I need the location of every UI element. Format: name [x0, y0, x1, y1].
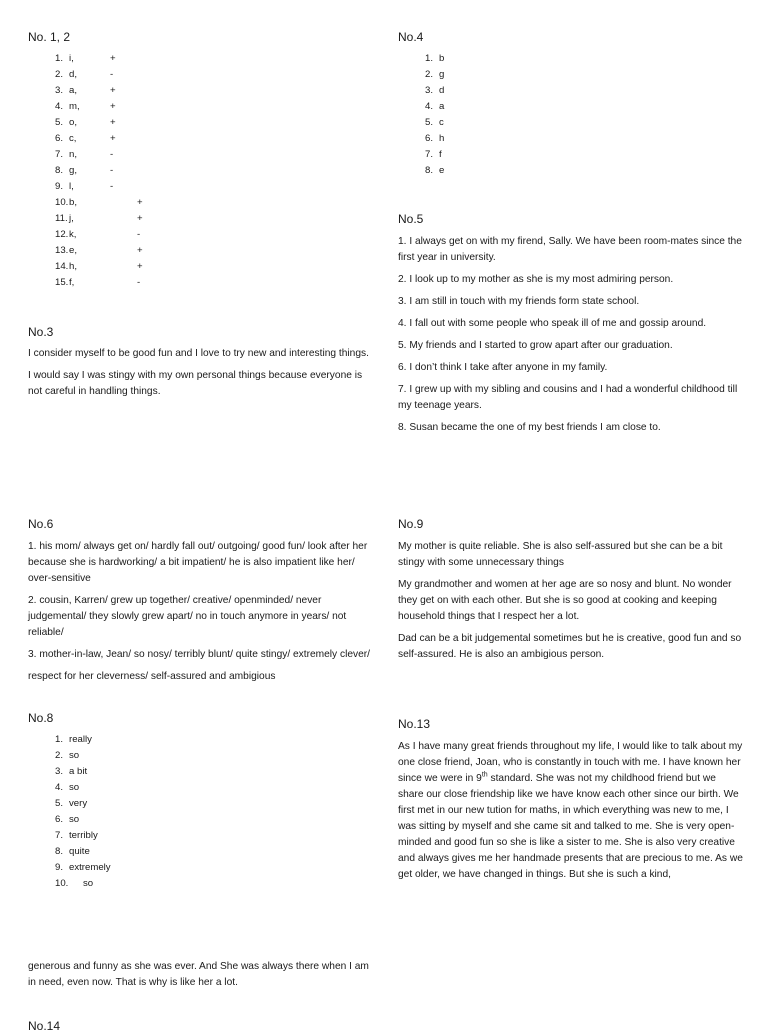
item-mark: +	[110, 101, 116, 112]
item-number: 1.	[425, 53, 434, 64]
list-item	[28, 243, 228, 259]
item-letter: g	[439, 69, 445, 80]
paragraph: I would say I was stingy with my own personal things because everyone is not careful in handling things.	[28, 370, 363, 397]
item-number: 5.	[55, 798, 64, 809]
list-item	[28, 99, 228, 115]
list-item	[28, 147, 228, 163]
item-mark: -	[137, 277, 141, 288]
paragraph: 2. I look up to my mother as she is my most admiring person.	[398, 274, 674, 285]
item-letter: f,	[69, 277, 75, 288]
answer-list-no-8	[28, 732, 228, 892]
item-number: 6.	[55, 814, 64, 825]
item-mark: -	[137, 229, 141, 240]
item-number: 3.	[55, 766, 64, 777]
list-item	[28, 780, 228, 796]
item-letter: e	[439, 165, 445, 176]
item-number: 12.	[55, 229, 69, 240]
list-item	[28, 828, 228, 844]
section-no-13	[398, 739, 744, 883]
list-item	[28, 259, 228, 275]
list-item	[28, 876, 228, 892]
item-number: 1.	[55, 734, 64, 745]
paragraph: 6. I don’t think I take after anyone in my family.	[398, 362, 608, 373]
item-number: 8.	[425, 165, 434, 176]
item-letter: a,	[69, 85, 78, 96]
list-item	[28, 163, 228, 179]
heading-no-14: No.14	[28, 1019, 61, 1033]
ordinal-suffix: th	[481, 771, 488, 779]
item-letter: i,	[69, 53, 74, 64]
item-number: 7.	[55, 830, 64, 841]
item-number: 4.	[425, 101, 434, 112]
list-item	[398, 115, 598, 131]
item-number: 5.	[425, 117, 434, 128]
list-item	[28, 131, 228, 147]
item-number: 3.	[55, 85, 64, 96]
section-no-6	[28, 539, 374, 685]
essay-paragraph	[398, 739, 744, 883]
item-letter: b,	[69, 197, 78, 208]
list-item	[28, 115, 228, 131]
item-number: 10.	[55, 197, 69, 208]
essay-text-start: As I have many great friends throughout my life, I would like to talk about my one close friend, Joan, who is constantly in touch with me. I have known her since we were in 9	[398, 741, 743, 784]
paragraph: respect for her cleverness/ self-assured and ambigious	[28, 671, 276, 682]
answer-list-no-1-2	[28, 51, 228, 291]
paragraph: My grandmother and women at her age are so nosy and blunt. No wonder they get on with each other. But she is so good at cooking and keeping household things that I respect her a lot.	[398, 579, 732, 622]
paragraph: 4. I fall out with some people who speak ill of me and gossip around.	[398, 318, 707, 329]
item-word: terribly	[69, 830, 98, 841]
item-letter: n,	[69, 149, 78, 160]
item-word: extremely	[69, 862, 111, 873]
heading-no-3: No.3	[28, 325, 54, 339]
item-number: 15.	[55, 277, 69, 288]
item-letter: f	[439, 149, 442, 160]
heading-no-6: No.6	[28, 517, 54, 531]
heading-no-9: No.9	[398, 517, 424, 531]
item-letter: b	[439, 53, 445, 64]
paragraph: generous and funny as she was ever. And She was always there when I am in need, even now. That is why is like her a lot.	[28, 961, 369, 988]
item-number: 9.	[55, 181, 64, 192]
item-letter: h,	[69, 261, 78, 272]
item-number: 2.	[425, 69, 434, 80]
clipped-heading-container	[28, 1019, 148, 1033]
continued-text-no-13	[28, 959, 374, 991]
item-mark: +	[137, 245, 143, 256]
item-letter: j,	[69, 213, 74, 224]
list-item	[28, 844, 228, 860]
item-word: really	[69, 734, 92, 745]
paragraph: 7. I grew up with my sibling and cousins and I had a wonderful childhood till my teenage years.	[398, 384, 738, 411]
paragraph: Dad can be a bit judgemental sometimes but he is creative, good fun and so self-assured. He is also an ambigious person.	[398, 633, 742, 660]
item-number: 4.	[55, 782, 64, 793]
item-word: a bit	[69, 766, 88, 777]
item-letter: o,	[69, 117, 78, 128]
list-item	[28, 51, 228, 67]
heading-no-4: No.4	[398, 30, 424, 44]
paragraph: 5. My friends and I started to grow apart after our graduation.	[398, 340, 673, 351]
list-item	[28, 195, 228, 211]
item-number: 7.	[55, 149, 64, 160]
item-number: 5.	[55, 117, 64, 128]
item-number: 2.	[55, 750, 64, 761]
heading-no-1-2: No. 1, 2	[28, 30, 71, 44]
item-letter: c	[439, 117, 444, 128]
paragraph: 3. mother-in-law, Jean/ so nosy/ terribly blunt/ quite stingy/ extremely clever/	[28, 649, 370, 660]
item-mark: -	[110, 181, 114, 192]
item-number: 1.	[55, 53, 64, 64]
item-number: 11.	[55, 213, 68, 224]
paragraph: I consider myself to be good fun and I love to try new and interesting things.	[28, 348, 369, 359]
list-item	[398, 163, 598, 179]
essay-text-rest: standard. She was not my childhood friend but we share our close friendship like we have know each other since our birth. We first met in our new tution for maths, in which everything was new to me, I was sitting by myself and she came sit and talked to me. She is very open-minded and good fun so she is like a sister to me. She is also very creative and always gives me her handmade presents that are precious to me. As we get older, we have changed in things. But she is such a kind,	[398, 773, 743, 880]
list-item	[28, 812, 228, 828]
item-letter: h	[439, 133, 445, 144]
list-item	[398, 51, 598, 67]
item-letter: k,	[69, 229, 77, 240]
item-word: so	[69, 782, 80, 793]
list-item	[398, 83, 598, 99]
item-mark: +	[137, 197, 143, 208]
paragraph: 3. I am still in touch with my friends form state school.	[398, 296, 640, 307]
item-word: so	[83, 878, 94, 889]
item-number: 8.	[55, 165, 64, 176]
paragraph: 1. his mom/ always get on/ hardly fall out/ outgoing/ good fun/ look after her because she is hardworking/ a bit impatient/ he is also impatient like her/ over-sensitive	[28, 541, 368, 584]
item-mark: +	[110, 133, 116, 144]
item-number: 14.	[55, 261, 69, 272]
section-no-3	[28, 346, 374, 400]
item-number: 8.	[55, 846, 64, 857]
list-item	[28, 796, 228, 812]
item-word: so	[69, 750, 80, 761]
item-mark: -	[110, 69, 114, 80]
item-number: 3.	[425, 85, 434, 96]
item-letter: e,	[69, 245, 78, 256]
item-number: 2.	[55, 69, 64, 80]
item-letter: m,	[69, 101, 80, 112]
item-letter: d	[439, 85, 445, 96]
item-word: quite	[69, 846, 90, 857]
heading-no-8: No.8	[28, 711, 54, 725]
item-letter: d,	[69, 69, 78, 80]
item-number: 13.	[55, 245, 69, 256]
list-item	[28, 860, 228, 876]
paragraph: 8. Susan became the one of my best friends I am close to.	[398, 422, 661, 433]
heading-no-13: No.13	[398, 717, 431, 731]
item-mark: -	[110, 149, 114, 160]
list-item	[28, 179, 228, 195]
item-letter: l,	[69, 181, 74, 192]
item-mark: +	[110, 53, 116, 64]
item-letter: c,	[69, 133, 77, 144]
item-mark: +	[137, 261, 143, 272]
answer-list-no-4	[398, 51, 598, 179]
section-no-5	[398, 234, 744, 436]
list-item	[28, 227, 228, 243]
item-number: 9.	[55, 862, 64, 873]
section-no-9	[398, 539, 744, 663]
list-item	[28, 67, 228, 83]
item-number: 6.	[425, 133, 434, 144]
item-word: so	[69, 814, 80, 825]
list-item	[28, 211, 228, 227]
item-mark: +	[110, 117, 116, 128]
item-number: 10.	[55, 878, 69, 889]
paragraph: My mother is quite reliable. She is also self-assured but she can be a bit stingy with some unnecessary things	[398, 541, 723, 568]
item-word: very	[69, 798, 88, 809]
list-item	[398, 147, 598, 163]
list-item	[28, 764, 228, 780]
item-number: 6.	[55, 133, 64, 144]
item-mark: +	[110, 85, 116, 96]
list-item	[28, 275, 228, 291]
list-item	[398, 67, 598, 83]
item-mark: +	[137, 213, 143, 224]
list-item	[398, 131, 598, 147]
list-item	[28, 732, 228, 748]
list-item	[28, 83, 228, 99]
item-letter: g,	[69, 165, 78, 176]
item-number: 7.	[425, 149, 434, 160]
item-number: 4.	[55, 101, 64, 112]
list-item	[398, 99, 598, 115]
paragraph: 2. cousin, Karren/ grew up together/ creative/ openminded/ never judgemental/ they slowly grew apart/ no in touch anymore in years/ not reliable/	[28, 595, 347, 638]
item-letter: a	[439, 101, 445, 112]
list-item	[28, 748, 228, 764]
heading-no-5: No.5	[398, 212, 424, 226]
item-mark: -	[110, 165, 114, 176]
paragraph: 1. I always get on with my firend, Sally. We have been room-mates since the first year in university.	[398, 236, 742, 263]
